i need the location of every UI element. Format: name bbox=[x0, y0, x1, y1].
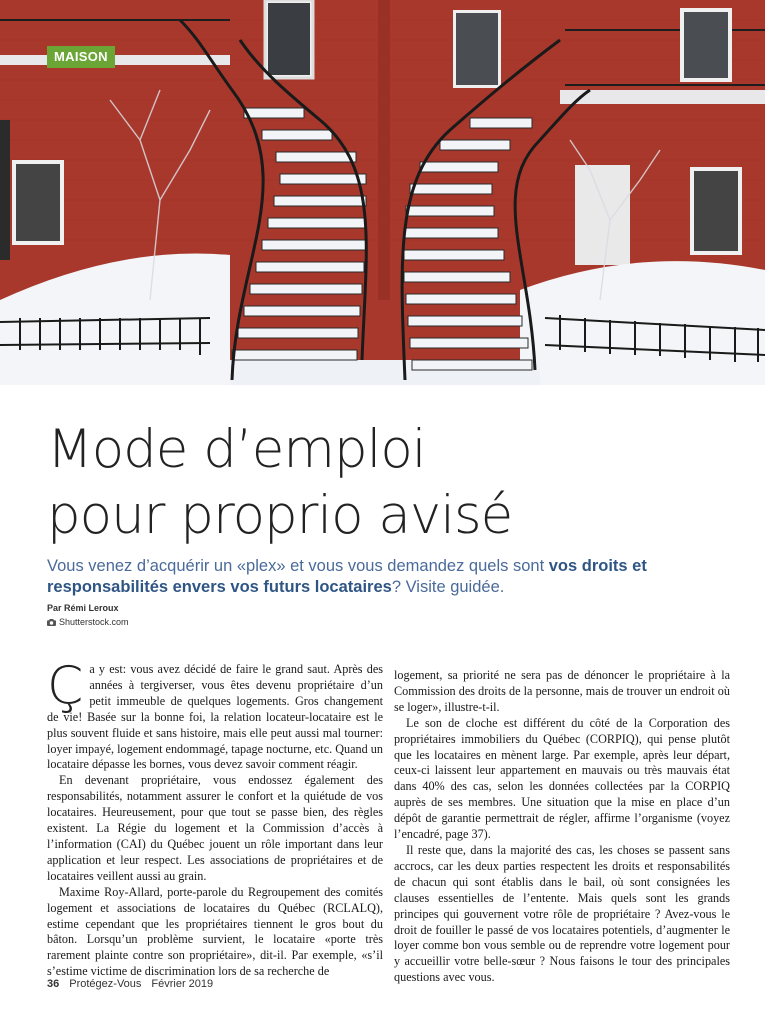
paragraph: Le son de cloche est différent du côté de la Corporation des propriétaires immobiliers du Québec (CORPIQ), qui pense plutôt que les locataires en mènent large. Par exemple, après leur départ, ceux-ci laissent leur appartement en mauvais ou très mauvais état dans 40% des cas, selon les données collectées par la CORPIQ auprès de ses membres. Une situation que la mise en place d’un dépôt de garantie permettrait de régler, affirme l’organisme (voyez l’encadré, page 37). bbox=[394, 715, 730, 842]
paragraph: Il reste que, dans la majorité des cas, les choses se passent sans accrocs, car les deux parties respectent les droits et responsabilités de chacun qui sont établis dans le bail, où sont consignées les clauses essentielles de l’entente. Mais quels sont les grands principes qui gouvernent votre rôle de propriétaire ? Avez-vous le droit de fouiller le passé de vos locataires potentiels, d’augmenter le loyer comme bon vous semble ou de reprendre votre logement pour y accueillir votre belle-sœur ? Nous faisons le tour des principales questions avec vous. bbox=[394, 842, 730, 985]
lead-text-end: ? Visite guidée. bbox=[391, 578, 505, 596]
lead-paragraph bbox=[47, 556, 727, 598]
photo-credit bbox=[47, 617, 129, 627]
title-line-1: Mode d’emploi bbox=[47, 419, 426, 480]
paragraph-text: a y est: vous avez décidé de faire le grand saut. Après des années à tergiverser, vous êtes devenu propriétaire d’un petit immeuble de quelques logements. Gros changement de vie! Basée sur la bonne foi, la relation locateur-locataire est le plus souvent fluide et sans histoire, mais elle peut aussi mal tourner: loyer impayé, logement endommagé, tapage nocturne, etc. Quand un locataire dépasse les bornes, vous devez savoir comment réagir. bbox=[47, 662, 383, 772]
byline: Par Rémi Leroux bbox=[47, 603, 119, 613]
article-title bbox=[47, 417, 747, 549]
paragraph: logement, sa priorité ne sera pas de dénoncer le propriétaire à la Commission des droits de la personne, mais de trouver un endroit où se loger», illustre-t-il. bbox=[394, 668, 730, 714]
title-line-2: pour proprio avisé bbox=[47, 485, 513, 546]
lead-text-start: Vous venez d’acquérir un «plex» et vous vous demandez quels sont bbox=[47, 557, 549, 575]
camera-icon bbox=[47, 619, 56, 626]
paragraph bbox=[47, 656, 383, 773]
issue-date: Février 2019 bbox=[151, 978, 214, 990]
article-column-2 bbox=[394, 668, 730, 986]
lead-text-bold: vos droits et responsabilités envers vos futurs locataires bbox=[47, 557, 647, 596]
drop-cap: Ç bbox=[47, 656, 84, 716]
magazine-name: Protégez-Vous bbox=[69, 978, 142, 990]
article-column-1 bbox=[47, 656, 383, 980]
hero-photo bbox=[0, 0, 765, 385]
photo-credit-text: Shutterstock.com bbox=[59, 617, 129, 627]
paragraph: Maxime Roy-Allard, porte-parole du Regroupement des comités logement et associations de locataires du Québec (RCLALQ), estime cependant que les propriétaires tiennent le gros bout du bâton. Lorsqu’un problème survient, le locataire «porte très rarement plainte contre son propriétaire», dit-il. Par exemple, «s’il s’estime victime de discrimination lors de sa recherche de bbox=[47, 884, 383, 979]
paragraph: En devenant propriétaire, vous endossez également des responsabilités, notamment assurer le confort et la quiétude de vos locataires. Heureusement, pour que tout se passe bien, des règles existent. La Régie du logement et la Commission d’accès à l’information (CAI) du Québec jouent un rôle important dans leur application et leur respect. Les associations de propriétaires et de locataires veillent aussi au grain. bbox=[47, 773, 383, 883]
section-tag: MAISON bbox=[47, 46, 115, 68]
page-number: 36 bbox=[47, 978, 60, 990]
page-footer bbox=[47, 978, 213, 990]
